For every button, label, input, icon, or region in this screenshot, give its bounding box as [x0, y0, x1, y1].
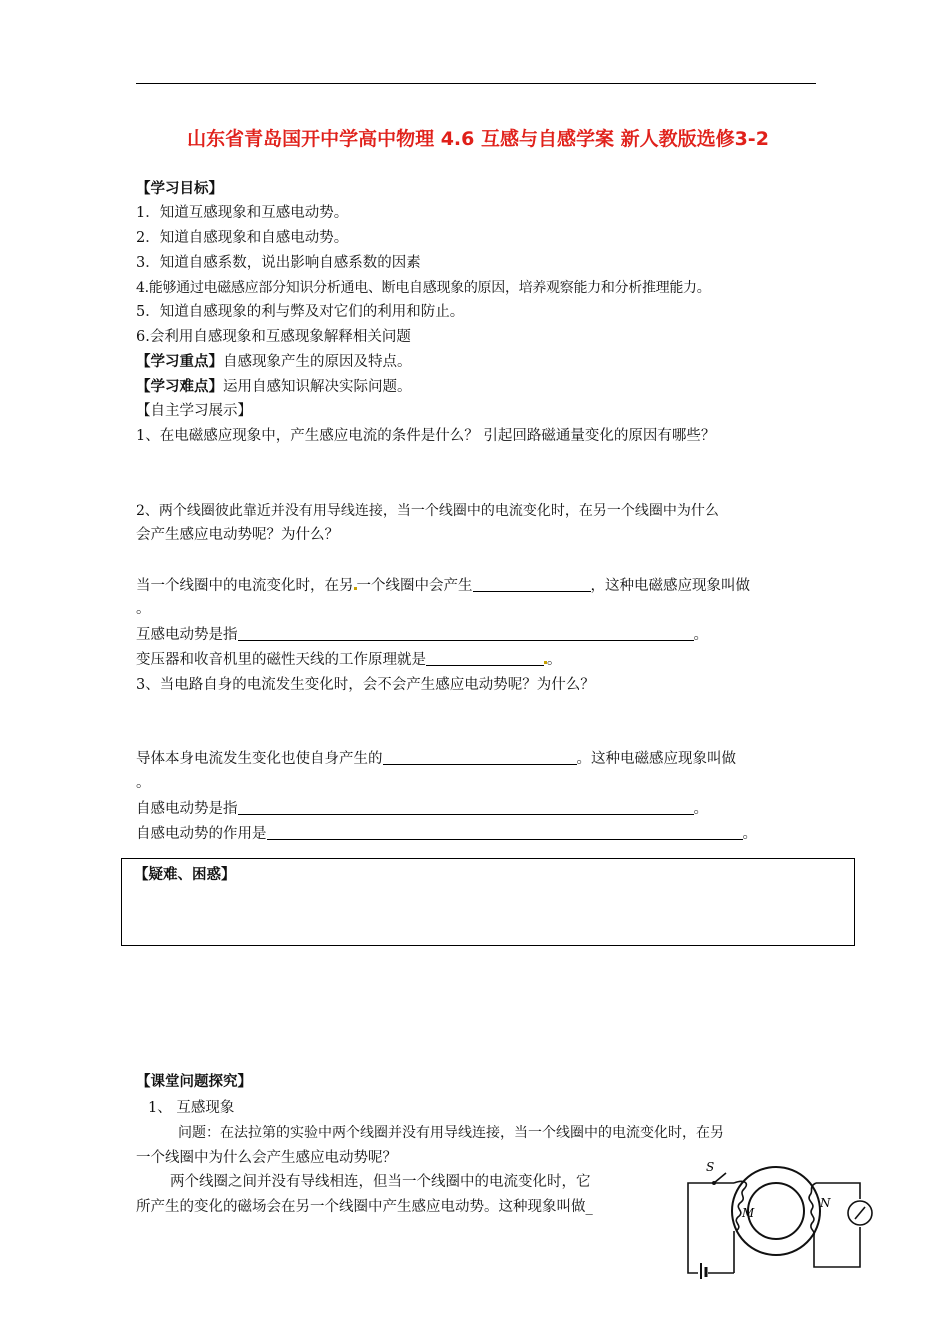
fill-2-text: 互感电动势是指 [136, 627, 238, 643]
switch-blade [714, 1173, 726, 1183]
fill-4-end: 。 [136, 775, 151, 791]
galvanometer-needle [855, 1207, 865, 1219]
mutual-induction-circuit-figure [684, 1155, 884, 1280]
key-point-label: 【学习重点】 [136, 354, 223, 370]
para-2-line-1: 两个线圈之间并没有导线相连，但当一个线圈中的电流变化时，它 [170, 1174, 591, 1190]
fill-mutual-emf [136, 624, 708, 646]
fill-5-text: 自感电动势是指 [136, 801, 238, 817]
self-study-heading: 【自主学习展示】 [136, 403, 252, 419]
goal-item-3: 3．知道自感系数，说出影响自感系数的因素 [136, 255, 421, 271]
switch-label: S [706, 1160, 715, 1174]
fill-1-text-a: 当一个线圈中的电流变化时，在另 [136, 578, 354, 594]
document-title: 山东省青岛国开中学高中物理 4.6 互感与自感学案 新人教版选修3-2 [187, 128, 769, 150]
blank-6[interactable] [267, 823, 743, 840]
fill-4-text-a: 导体本身电流发生变化也使自身产生的 [136, 751, 383, 767]
para-1-line-2: 一个线圈中为什么会产生感应电动势呢？ [136, 1150, 397, 1166]
difficulty-line [136, 376, 412, 398]
fill-5-end: 。 [693, 801, 708, 817]
question-2-line-2: 会产生感应电动势呢？为什么？ [136, 527, 339, 543]
key-point-text: 自感现象产生的原因及特点。 [223, 354, 412, 370]
difficulty-text: 运用自感知识解决实际问题。 [223, 379, 412, 395]
fill-self-emf-role [136, 823, 757, 845]
iron-ring-inner [748, 1183, 804, 1239]
doubts-label: 【疑难、困惑】 [134, 867, 236, 883]
coil-m-label: M [742, 1206, 755, 1220]
fill-1-text-c: ，这种电磁感应现象叫做 [590, 578, 750, 594]
fill-3-text: 变压器和收音机里的磁性天线的工作原理就是 [136, 652, 426, 668]
fill-6-text: 自感电动势的作用是 [136, 826, 267, 842]
fill-self-emf [136, 798, 708, 820]
difficulty-label: 【学习难点】 [136, 379, 223, 395]
right-wire-bottom [814, 1227, 860, 1267]
classroom-heading: 【课堂问题探究】 [136, 1074, 252, 1090]
para-1-line-1: 问题：在法拉第的实验中两个线圈并没有用导线连接，当一个线圈中的电流变化时，在另 [178, 1125, 724, 1141]
question-3: 3、当电路自身的电流发生变化时，会不会产生感应电动势呢？为什么？ [136, 677, 595, 693]
header-rule [136, 83, 816, 84]
blank-5[interactable] [238, 798, 694, 815]
goal-item-5: 5．知道自感现象的利与弊及对它们的利用和防止。 [136, 304, 465, 320]
coil-n-label: N [820, 1196, 831, 1210]
fill-mutual-induction [136, 575, 750, 597]
fill-1-text-b: 一个线圈中会产生 [356, 578, 473, 594]
blank-1[interactable] [473, 575, 591, 592]
blank-3[interactable] [426, 649, 544, 666]
goal-item-1: 1．知道互感现象和互感电动势。 [136, 205, 349, 221]
fill-4-text-c: 。这种电磁感应现象叫做 [576, 751, 736, 767]
doubts-box[interactable] [121, 858, 855, 946]
blank-2[interactable] [238, 624, 694, 641]
question-2-line-1: 2、两个线圈彼此靠近并没有用导线连接，当一个线圈中的电流变化时，在另一个线圈中为什么 [136, 503, 719, 519]
para-2-line-2: 所产生的变化的磁场会在另一个线圈中产生感应电动势。这种现象叫做_ [136, 1199, 593, 1215]
key-point-line [136, 351, 412, 373]
goal-item-2: 2．知道自感现象和自感电动势。 [136, 230, 349, 246]
section-mutual-induction: 1、 互感现象 [148, 1100, 235, 1116]
fill-transformer [136, 649, 562, 671]
fill-2-end: 。 [693, 627, 708, 643]
goal-item-4: 4.能够通过电磁感应部分知识分析通电、断电自感现象的原因，培养观察能力和分析推理能力。 [136, 280, 711, 296]
goal-item-6: 6.会利用自感现象和互感现象解释相关问题 [136, 329, 411, 345]
goals-heading: 【学习目标】 [136, 181, 223, 197]
left-wire [688, 1183, 734, 1273]
fill-1-end: 。 [136, 601, 151, 617]
fill-self-induction [136, 748, 736, 770]
question-1: 1、在电磁感应现象中，产生感应电流的条件是什么？ 引起回路磁通量变化的原因有哪些？ [136, 428, 716, 444]
switch-pivot [712, 1181, 716, 1185]
blank-4[interactable] [383, 748, 577, 765]
fill-6-end: 。 [742, 826, 757, 842]
fill-3-end: 。 [547, 652, 562, 668]
